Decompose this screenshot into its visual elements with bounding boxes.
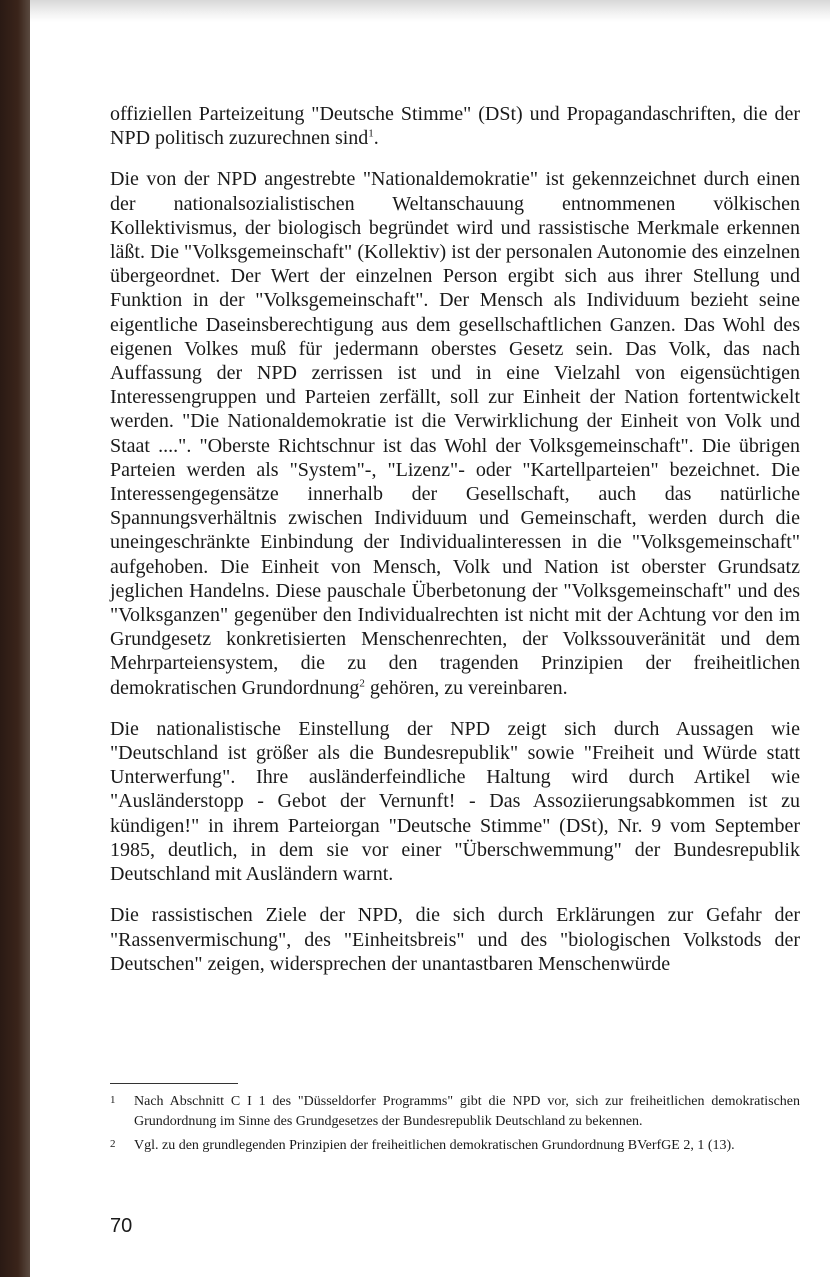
paragraph-1-text: offiziellen Parteizeitung "Deutsche Stimme" (DSt) und Propagandaschriften, die der NPD politisch zuzurechnen sind [110, 103, 800, 150]
footnote-1-number: 1 [110, 1094, 116, 1106]
page-number: 70 [110, 1215, 133, 1237]
footnote-ref-1: 1 [368, 127, 374, 140]
footnotes [110, 1092, 800, 1160]
paragraph-2-tail: gehören, zu vereinbaren. [364, 676, 568, 699]
footnote-separator [110, 1083, 238, 1084]
paragraph-4-text: Die rassistischen Ziele der NPD, die sich durch Erklärungen zur Gefahr der "Rassenvermischung", des "Einheitsbreis" und des "biologischen Volkstods der Deutschen" zeigen, widersprechen der unantastbaren Menschenwürde [110, 904, 800, 975]
body-text [110, 102, 800, 993]
footnote-1 [110, 1092, 800, 1132]
paragraph-1-tail: . [373, 127, 379, 150]
paragraph-4 [110, 903, 800, 976]
footnote-ref-2: 2 [359, 677, 365, 690]
paragraph-3-text: Die nationalistische Einstellung der NPD zeigt sich durch Aussagen wie "Deutschland ist größer als die Bundesrepublik" sowie "Freiheit und Würde statt Unterwerfung". Ihre ausländerfeindliche Haltung wird durch Artikel wie "Ausländerstopp - Gebot der Vernunft! - Das Assoziierungsabkommen ist zu kündigen!" in ihrem Parteiorgan "Deutsche Stimme" (DSt), Nr. 9 vom September 1985, deutlich, in dem sie vor einer "Überschwemmung" der Bundesrepublik Deutschland mit Ausländern warnt. [110, 717, 800, 886]
paragraph-2-text: Die von der NPD angestrebte "Nationaldemokratie" ist gekennzeichnet durch einen der nationalsozialistischen Weltanschauung entnommenen völkischen Kollektivismus, der biologisch begründet wird und rassistische Merkmale erkennen läßt. Die "Volksgemeinschaft" (Kollektiv) ist der personalen Autonomie des einzelnen übergeordnet. Der Wert der einzelnen Person ergibt sich aus ihrer Stellung und Funktion in der "Volksgemeinschaft". Der Mensch als Individuum bezieht seine eigentliche Daseinsberechtigung aus dem gesellschaftlichen Ganzen. Das Wohl des eigenen Volkes muß für jedermann oberstes Gesetz sein. Das Volk, das nach Auffassung der NPD zerrissen ist und in eine Vielzahl von eigensüchtigen Interessengruppen und Parteien zerfällt, soll zur Einheit der Nation fortentwickelt werden. "Die Nationaldemokratie ist die Verwirklichung der Einheit von Volk und Staat ....". "Oberste Richtschnur ist das Wohl der Volksgemeinschaft". Die übrigen Parteien werden als "System"-, "Lizenz"- oder "Kartellparteien" bezeichnet. Die Interessengegensätze innerhalb der Gesellschaft, auch das natürliche Spannungsverhältnis zwischen Individuum und Gemeinschaft, werden durch die uneingeschränkte Einbindung der Individualinteressen in die "Volksgemeinschaft" aufgehoben. Die Einheit von Mensch, Volk und Nation ist oberster Grundsatz jeglichen Handelns. Diese pauschale Überbetonung der "Volksgemeinschaft" und des "Volksganzen" gegenüber den Individualrechten ist nicht mit der Achtung vor den im Grundgesetz konkretisierten Menschenrechten, der Volkssouveränität und dem Mehrparteiensystem, die zu den tragenden Prinzipien der freiheitlichen demokratischen Grundordnung [110, 168, 800, 699]
paragraph-2 [110, 167, 800, 699]
top-edge-shadow [30, 0, 830, 22]
footnote-2 [110, 1136, 800, 1156]
footnote-1-text: Nach Abschnitt C I 1 des "Düsseldorfer Programms" gibt die NPD vor, sich zur freiheitlichen demokratischen Grundordnung im Sinne des Grundgesetzes der Bundesrepublik Deutschland zu bekennen. [134, 1094, 800, 1129]
paragraph-3 [110, 717, 800, 886]
book-spine-shadow [0, 0, 30, 1277]
paragraph-1 [110, 102, 800, 150]
footnote-2-text: Vgl. zu den grundlegenden Prinzipien der freiheitlichen demokratischen Grundordnung BVerfGE 2, 1 (13). [134, 1138, 735, 1153]
footnote-2-number: 2 [110, 1138, 116, 1150]
